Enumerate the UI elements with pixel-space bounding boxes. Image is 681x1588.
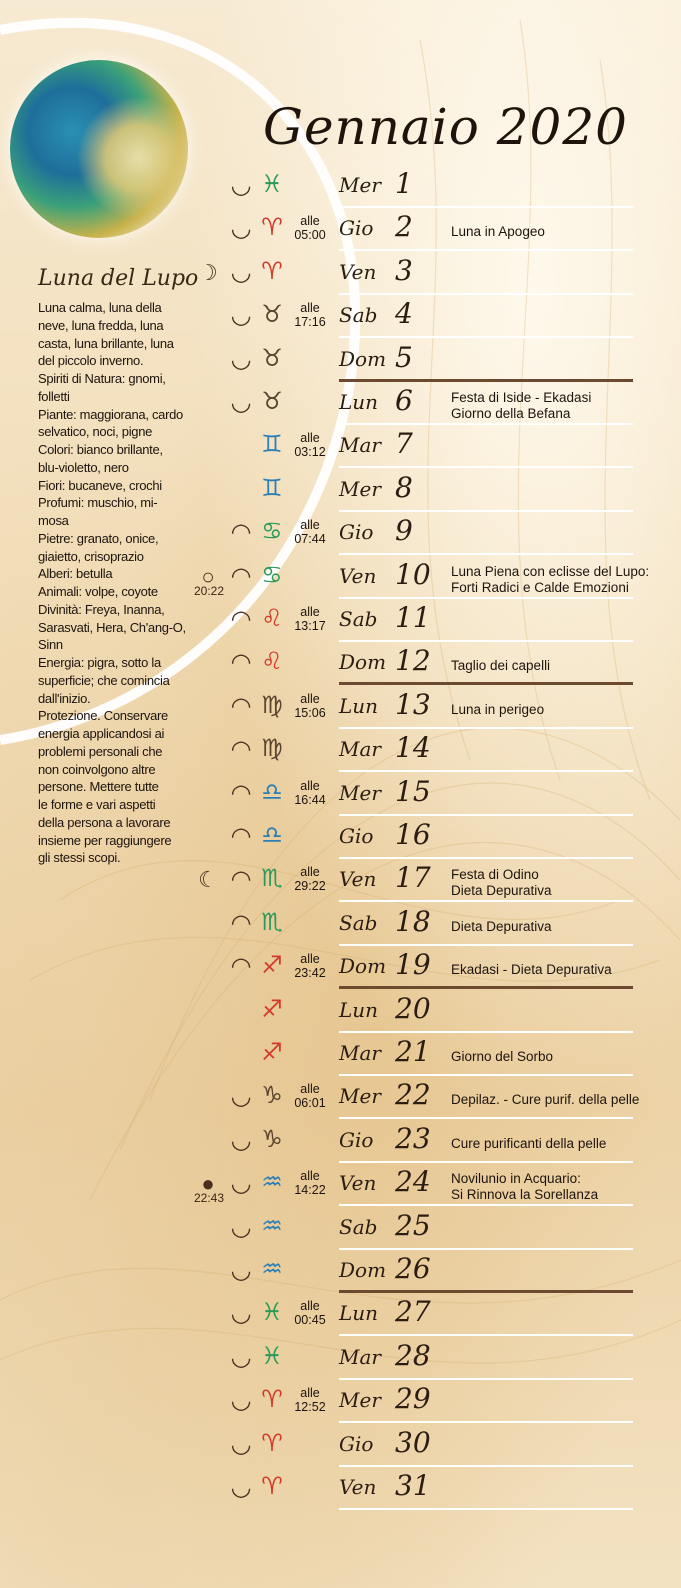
day-row [0,642,681,685]
day-row [0,729,681,772]
zodiac-change-time [292,301,328,329]
day-note [451,702,544,718]
day-number: 28 [395,1338,431,1372]
alle-time: 16:44 [294,792,326,807]
day-row [0,1380,681,1423]
luna-line: blu-violetto, nero [38,459,129,475]
day-note [451,564,649,596]
zodiac-icon: ♒ [261,1168,283,1197]
day-row [0,599,681,642]
zodiac-icon: ♓ [261,170,283,198]
alle-time: 03:12 [294,445,326,460]
day-number: 8 [395,470,413,504]
zodiac-change-time [292,1169,328,1197]
luna-line: Fiori: bucaneve, crochi [38,477,162,493]
moon-trend-icon: ◡ [230,1212,252,1241]
alle-label: alle [300,301,320,316]
day-row [0,1293,681,1336]
luna-line: superficie; che comincia [38,672,170,688]
day-name: Gio [339,1127,374,1152]
luna-line: Energia: pigra, sotto la [38,655,161,670]
day-note [451,1092,639,1108]
alle-time: 14:22 [294,1183,326,1198]
day-number: 22 [395,1078,431,1112]
day-name: Mer [339,476,381,501]
day-name: Gio [339,520,374,545]
day-name: Dom [339,346,387,371]
moon-trend-icon: ◡ [230,1386,252,1415]
day-row [0,1207,681,1250]
moon-trend-icon: ◡ [230,171,252,199]
luna-line: Profumi: muschio, mi- [38,495,158,511]
luna-line: Colori: bianco brillante, [38,442,163,457]
day-name: Dom [339,1258,387,1282]
luna-line: selvatico, noci, pigne [38,424,153,440]
day-note [451,390,591,422]
alle-label: alle [300,1386,320,1401]
luna-line: Divinità: Freya, Inanna, [38,601,165,617]
zodiac-change-time [292,952,328,980]
zodiac-change-time [292,692,328,720]
alle-label: alle [300,214,320,229]
luna-line: neve, luna fredda, luna [38,317,164,333]
day-row [0,1250,681,1293]
day-row [0,512,681,555]
alle-label: alle [300,952,320,967]
moon-trend-icon: ◠ [230,865,252,894]
alle-label: alle [300,1082,320,1097]
day-name: Sab [339,910,378,935]
luna-line: Spiriti di Natura: gnomi, [38,371,166,386]
day-name: Lun [339,693,379,718]
zodiac-icon: ♉ [261,343,283,372]
moon-trend-icon: ◡ [230,1429,252,1458]
day-name: Mer [339,1388,381,1413]
day-note-line: Giorno del Sorbo [451,1049,554,1064]
day-name: Mer [339,1084,381,1109]
day-number: 4 [395,297,413,331]
zodiac-icon: ♒ [261,1211,283,1240]
alle-time: 05:00 [294,228,326,243]
day-note [451,867,552,899]
alle-label: alle [300,865,320,880]
moon-phase-time: 20:22 [193,583,225,598]
day-row [0,208,681,251]
luna-line: problemi personali che [38,743,163,759]
day-number: 14 [395,731,431,765]
day-row [0,990,681,1033]
alle-time: 00:45 [294,1313,326,1328]
zodiac-icon: ♒ [261,1255,283,1283]
alle-time: 23:42 [294,966,326,981]
day-name: Mer [339,780,381,805]
day-name: Mer [339,173,381,197]
day-note-line: Luna Piena con eclisse del Lupo: [451,563,650,579]
day-name: Gio [339,1431,374,1456]
day-number: 1 [395,167,413,200]
day-number: 26 [395,1252,431,1285]
zodiac-icon: ♎ [261,821,283,849]
zodiac-change-time [292,214,328,242]
alle-time: 07:44 [294,532,326,547]
day-note-line: Taglio dei capelli [451,658,551,674]
moon-trend-icon: ◡ [230,257,252,286]
alle-label: alle [300,778,320,793]
zodiac-icon: ♋ [261,517,283,546]
zodiac-icon: ♊ [261,473,283,502]
day-row [0,1337,681,1380]
day-number: 10 [395,557,431,591]
luna-line: non coinvolgono altre [38,761,156,777]
day-name: Mar [339,737,381,762]
moon-trend-icon: ◠ [230,822,252,850]
day-number: 6 [395,384,413,417]
day-number: 18 [395,904,431,938]
moon-trend-icon: ◠ [230,648,252,677]
zodiac-icon: ♌ [261,604,283,632]
luna-line: Sinn [38,637,63,653]
day-row [0,903,681,946]
day-note-line: Cure purificanti della pelle [451,1135,607,1151]
day-name: Sab [339,303,378,328]
moon-trend-icon: ◡ [230,388,252,416]
zodiac-icon: ♐ [261,951,283,980]
luna-line: giaietto, crisoprazio [38,548,144,564]
moon-trend-icon: ◠ [230,735,252,764]
day-note [451,919,552,935]
day-row [0,1467,681,1510]
moon-trend-icon: ◡ [230,1299,252,1328]
day-number: 23 [395,1121,431,1155]
alle-time: 29:22 [294,879,326,894]
zodiac-icon: ♉ [261,387,283,415]
moon-trend-icon: ◡ [230,1082,252,1111]
day-name: Sab [339,1214,378,1239]
day-number: 9 [395,514,413,548]
zodiac-icon: ♍ [261,734,283,763]
zodiac-icon: ♑ [261,1124,283,1153]
luna-line: Pietre: granato, onice, [38,530,159,546]
day-note-line: Forti Radici e Calde Emozioni [451,579,629,595]
day-row [0,1163,681,1206]
page-title: Gennaio 2020 [263,98,628,156]
moon-trend-icon: ◠ [230,518,252,547]
luna-line: Luna calma, luna della [38,300,162,315]
day-number: 12 [395,644,431,678]
day-name: Gio [339,216,374,241]
alle-time: 12:52 [294,1400,326,1415]
day-note-line: Dieta Depurativa [451,883,552,899]
luna-line: persone. Mettere tutte [38,779,159,795]
day-name: Ven [339,1475,377,1499]
alle-label: alle [300,1299,320,1314]
day-name: Dom [339,954,387,979]
day-number: 3 [395,253,413,287]
day-row [0,1076,681,1119]
day-row [0,816,681,859]
moon-trend-icon: ◡ [230,1473,252,1501]
day-number: 15 [395,774,431,808]
day-name: Ven [339,563,377,588]
zodiac-icon: ♏ [261,907,283,936]
zodiac-icon: ♉ [261,300,283,329]
day-number: 29 [395,1382,431,1416]
zodiac-icon: ♎ [261,777,283,806]
zodiac-icon: ♈ [261,1472,283,1500]
alle-time: 17:16 [294,315,326,330]
moon-trend-icon: ◠ [230,561,252,590]
moon-trend-icon: ◡ [230,344,252,373]
day-number: 21 [395,1035,431,1068]
day-number: 25 [395,1208,431,1242]
day-row [0,382,681,425]
luna-line: della persona a lavorare [38,814,171,830]
day-note-line: Festa di Iside - Ekadasi [451,390,592,405]
zodiac-change-time [292,1386,328,1414]
day-note-line: Luna in perigeo [451,701,545,717]
alle-label: alle [300,1169,320,1184]
zodiac-icon: ♈ [261,213,283,242]
day-note-line: Depilaz. - Cure purif. della pelle [451,1092,640,1108]
luna-line: Protezione. Conservare [38,708,168,724]
zodiac-icon: ♍ [261,690,283,719]
moon-phase-time: 22:43 [193,1191,225,1206]
day-name: Mar [339,1041,381,1065]
moon-trend-icon: ◡ [230,1125,252,1154]
day-note-line: Ekadasi - Dieta Depurativa [451,962,612,978]
alle-label: alle [300,605,320,619]
zodiac-icon: ♐ [261,1038,283,1066]
moon-phase-icon: ● [201,1171,215,1197]
moon-trend-icon: ◠ [230,952,252,981]
day-name: Gio [339,824,374,848]
day-name: Sab [339,607,378,631]
day-row [0,252,681,295]
zodiac-icon: ♈ [261,256,283,285]
luna-line: del piccolo inverno. [38,353,144,369]
moon-phase-icon: ○ [201,563,215,589]
zodiac-change-time [292,1082,328,1110]
day-name: Lun [339,997,379,1022]
moon-phase-icon: ☾ [198,867,218,893]
day-name: Mar [339,1344,381,1369]
moon-trend-icon: ◠ [230,605,252,633]
day-number: 16 [395,818,431,851]
zodiac-icon: ♊ [261,430,283,459]
moon-trend-icon: ◡ [230,214,252,243]
luna-line: gli stessi scopi. [38,850,121,866]
day-note-line: Si Rinnova la Sorellanza [451,1187,599,1203]
day-name: Dom [339,650,387,675]
alle-label: alle [300,431,320,446]
day-number: 19 [395,948,431,982]
zodiac-change-time [292,1299,328,1327]
day-row [0,946,681,989]
day-number: 5 [395,340,413,374]
moon-trend-icon: ◡ [230,301,252,330]
day-row [0,1120,681,1163]
moon-trend-icon: ◡ [230,1342,252,1371]
day-row [0,339,681,382]
day-number: 20 [395,991,431,1025]
alle-label: alle [300,691,320,706]
day-number: 2 [395,210,413,244]
luna-line: mosa [38,513,69,528]
day-note [451,1049,553,1065]
day-row [0,556,681,599]
day-row [0,1424,681,1467]
luna-line: Animali: volpe, coyote [38,584,158,599]
day-row [0,773,681,816]
day-note [451,962,612,978]
day-row [0,425,681,468]
alle-time: 06:01 [294,1096,326,1111]
day-number: 30 [395,1425,431,1459]
day-note [451,1171,598,1203]
luna-line: le forme e vari aspetti [38,797,156,812]
day-number: 7 [395,427,413,461]
luna-line: dall'inizio. [38,690,91,706]
moon-trend-icon: ◠ [230,778,252,807]
zodiac-icon: ♑ [261,1081,283,1110]
zodiac-icon: ♐ [261,994,283,1023]
day-number: 17 [395,861,431,895]
luna-line: Piante: maggiorana, cardo [38,406,183,422]
zodiac-change-time [292,431,328,459]
zodiac-change-time [292,779,328,807]
day-name: Ven [339,1171,377,1196]
alle-label: alle [300,518,320,533]
zodiac-change-time [292,865,328,893]
zodiac-icon: ♓ [261,1298,283,1327]
luna-line: casta, luna brillante, luna [38,335,174,351]
moon-trend-icon: ◠ [230,691,252,720]
day-name: Lun [339,390,379,414]
luna-line: insieme per raggiungere [38,832,172,848]
moon-phase-icon: ☽ [198,259,218,285]
day-row [0,1033,681,1076]
day-number: 27 [395,1295,431,1329]
day-row [0,859,681,902]
luna-line: folletti [38,388,70,404]
day-name: Ven [339,259,377,284]
alle-time: 15:06 [294,705,326,720]
zodiac-change-time [292,518,328,546]
day-note-line: Dieta Depurativa [451,918,552,934]
row-divider [339,1508,633,1510]
day-note [451,1136,606,1152]
day-note [451,658,550,674]
zodiac-icon: ♓ [261,1341,283,1370]
zodiac-change-time [292,605,328,633]
day-number: 11 [395,601,431,634]
moon-trend-icon: ◡ [230,1256,252,1284]
luna-line: Sarasvati, Hera, Ch'ang-O, [38,619,186,635]
day-number: 24 [395,1165,431,1199]
day-note-line: Giorno della Befana [451,406,571,421]
zodiac-icon: ♈ [261,1385,283,1414]
day-name: Lun [339,1301,379,1326]
moon-trend-icon: ◠ [230,908,252,937]
day-row [0,295,681,338]
zodiac-icon: ♏ [261,864,283,893]
day-note-line: Novilunio in Acquario: [451,1171,581,1187]
day-number: 31 [395,1469,431,1502]
zodiac-icon: ♌ [261,647,283,676]
zodiac-icon: ♋ [261,560,283,589]
day-name: Mar [339,433,381,458]
zodiac-icon: ♈ [261,1428,283,1457]
day-row [0,469,681,512]
day-note-line: Luna in Apogeo [451,224,545,240]
day-row [0,686,681,729]
day-number: 13 [395,687,431,721]
luna-line: energia applicandosi ai [38,726,165,741]
day-note-line: Festa di Odino [451,867,539,883]
day-row [0,165,681,208]
day-note [451,224,545,240]
luna-line: Alberi: betulla [38,566,113,582]
luna-title: Luna del Lupo [38,266,199,291]
alle-time: 13:17 [294,619,326,633]
day-name: Ven [339,867,377,892]
moon-trend-icon: ◡ [230,1169,252,1198]
